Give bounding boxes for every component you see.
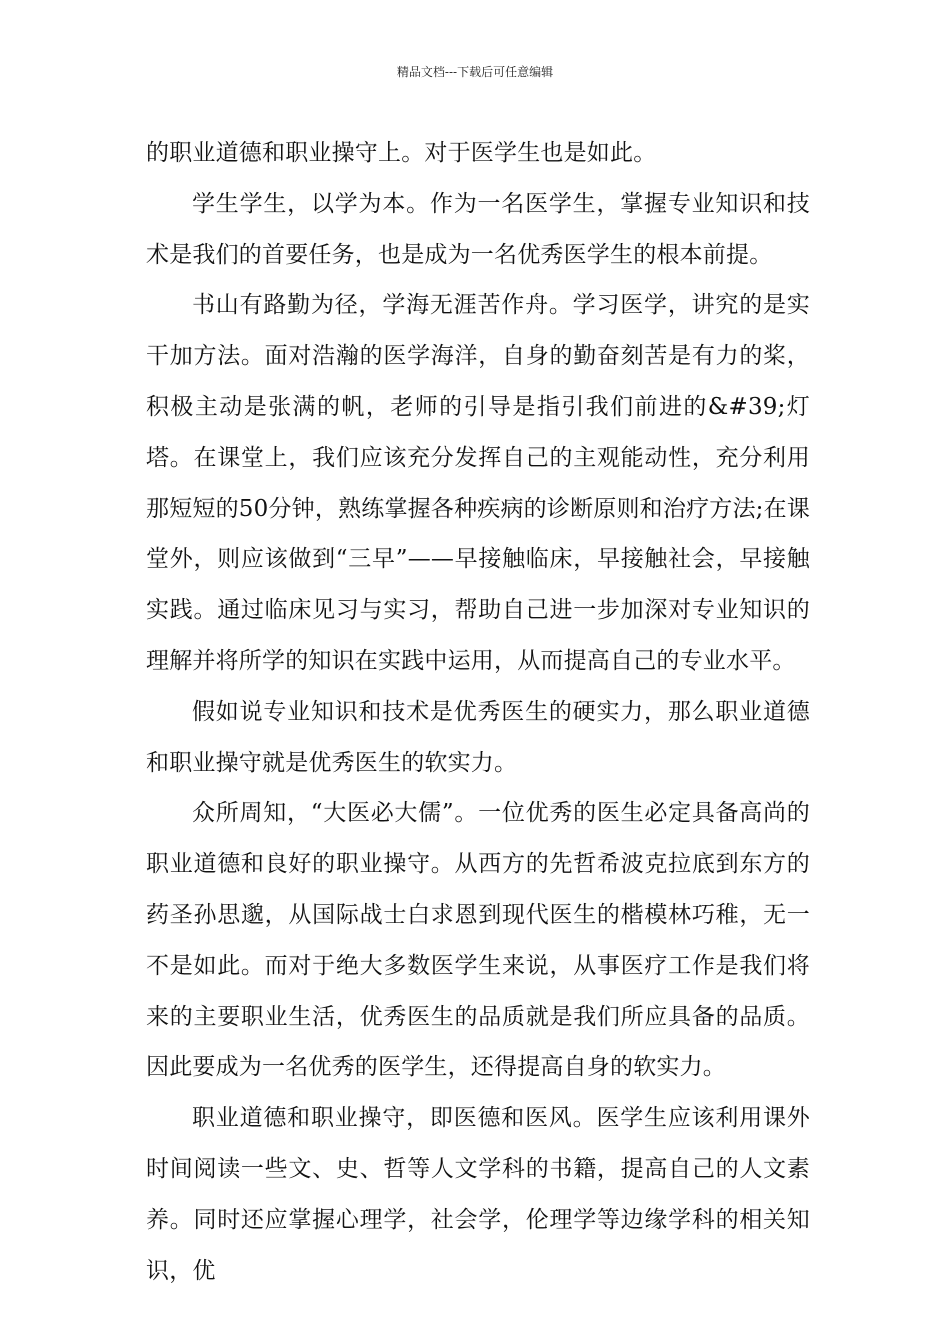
paragraph: 众所周知，“大医必大儒”。一位优秀的医生必定具备高尚的职业道德和良好的职业操守。从西方的先哲希波克拉底到东方的药圣孙思邈，从国际战士白求恩到现代医生的楷模林巧稚，无一不是如此。而对于绝大多数医学生来说，从事医疗工作是我们将来的主要职业生活，优秀医生的品质就是我们所应具备的品质。因此要成为一名优秀的医学生，还得提高自身的软实力。 [146, 800, 810, 1081]
document-body [146, 128, 810, 1296]
paragraph: 职业道德和职业操守，即医德和医风。医学生应该利用课外时间阅读一些文、史、哲等人文学科的书籍，提高自己的人文素养。同时还应掌握心理学，社会学，伦理学等边缘学科的相关知识，优 [146, 1105, 810, 1284]
paragraph: 书山有路勤为径，学海无涯苦作舟。学习医学，讲究的是实干加方法。面对浩瀚的医学海洋，自身的勤奋刻苦是有力的桨，积极主动是张满的帆，老师的引导是指引我们前进的&#39;灯塔。在课堂上，我们应该充分发挥自己的主观能动性，充分利用那短短的50分钟，熟练掌握各种疾病的诊断原则和治疗方法;在课堂外，则应该做到“三早”——早接触临床，早接触社会，早接触实践。通过临床见习与实习，帮助自己进一步加深对专业知识的理解并将所学的知识在实践中运用，从而提高自己的专业水平。 [146, 292, 811, 674]
paragraph: 假如说专业知识和技术是优秀医生的硬实力，那么职业道德和职业操守就是优秀医生的软实力。 [146, 698, 810, 776]
paragraph-continuation: 的职业道德和职业操守上。对于医学生也是如此。 [146, 140, 657, 166]
paragraph: 学生学生，以学为本。作为一名医学生，掌握专业知识和技术是我们的首要任务，也是成为一名优秀医学生的根本前提。 [146, 190, 810, 268]
page-header: 精品文档---下载后可任意编辑 [396, 65, 554, 79]
